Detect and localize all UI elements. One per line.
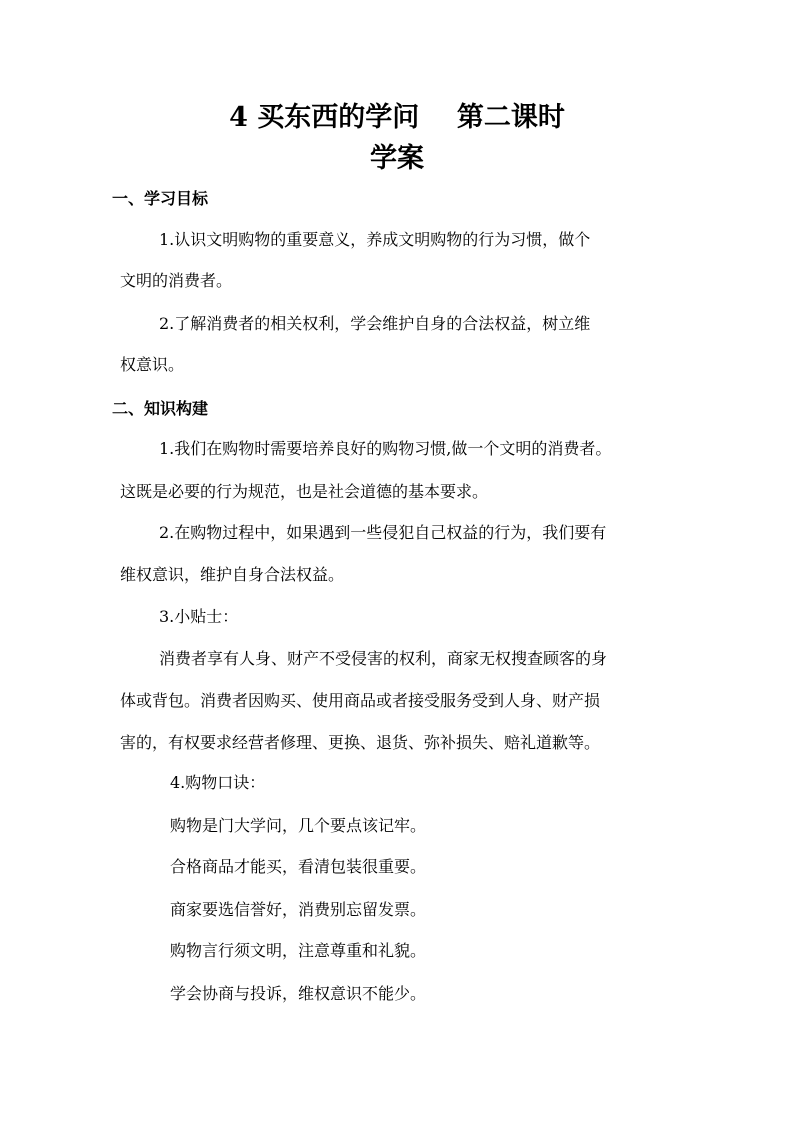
rhyme-line: 购物是门大学问，几个要点该记牢。	[170, 816, 427, 835]
rhyme-line: 学会协商与投诉，维权意识不能少。	[170, 984, 427, 1003]
rhyme-line: 商家要选信誉好，消费别忘留发票。	[170, 900, 427, 919]
document-subtitle: 学案	[370, 143, 424, 174]
knowledge-1-line-1: 1.我们在购物时需要培养良好的购物习惯,做一个文明的消费者。	[159, 439, 612, 458]
section-heading-knowledge: 二、知识构建	[112, 399, 209, 418]
document-title: 4 买东西的学问 第二课时	[229, 102, 565, 133]
tips-label: 3.小贴士：	[159, 607, 239, 626]
tip-line-3: 害的，有权要求经营者修理、更换、退货、弥补损失、赔礼道歉等。	[120, 733, 601, 752]
knowledge-2-line-1: 2.在购物过程中，如果遇到一些侵犯自己权益的行为，我们要有	[159, 523, 607, 542]
section-heading-learning-goals: 一、学习目标	[112, 189, 209, 208]
goal-1-line-2: 文明的消费者。	[120, 271, 233, 290]
rhyme-label: 4.购物口诀：	[170, 773, 266, 792]
goal-1-line-1: 1.认识文明购物的重要意义，养成文明购物的行为习惯，做个	[159, 230, 591, 249]
tip-line-1: 消费者享有人身、财产不受侵害的权利，商家无权搜查顾客的身	[159, 649, 608, 668]
rhyme-line: 合格商品才能买，看清包装很重要。	[170, 857, 427, 876]
goal-2-line-1: 2.了解消费者的相关权利，学会维护自身的合法权益，树立维	[159, 314, 591, 333]
goal-2-line-2: 权意识。	[120, 355, 185, 374]
rhyme-line: 购物言行须文明，注意尊重和礼貌。	[170, 941, 427, 960]
knowledge-1-line-2: 这既是必要的行为规范，也是社会道德的基本要求。	[120, 482, 489, 501]
knowledge-2-line-2: 维权意识，维护自身合法权益。	[120, 565, 345, 584]
tip-line-2: 体或背包。消费者因购买、使用商品或者接受服务受到人身、财产损	[120, 691, 601, 710]
